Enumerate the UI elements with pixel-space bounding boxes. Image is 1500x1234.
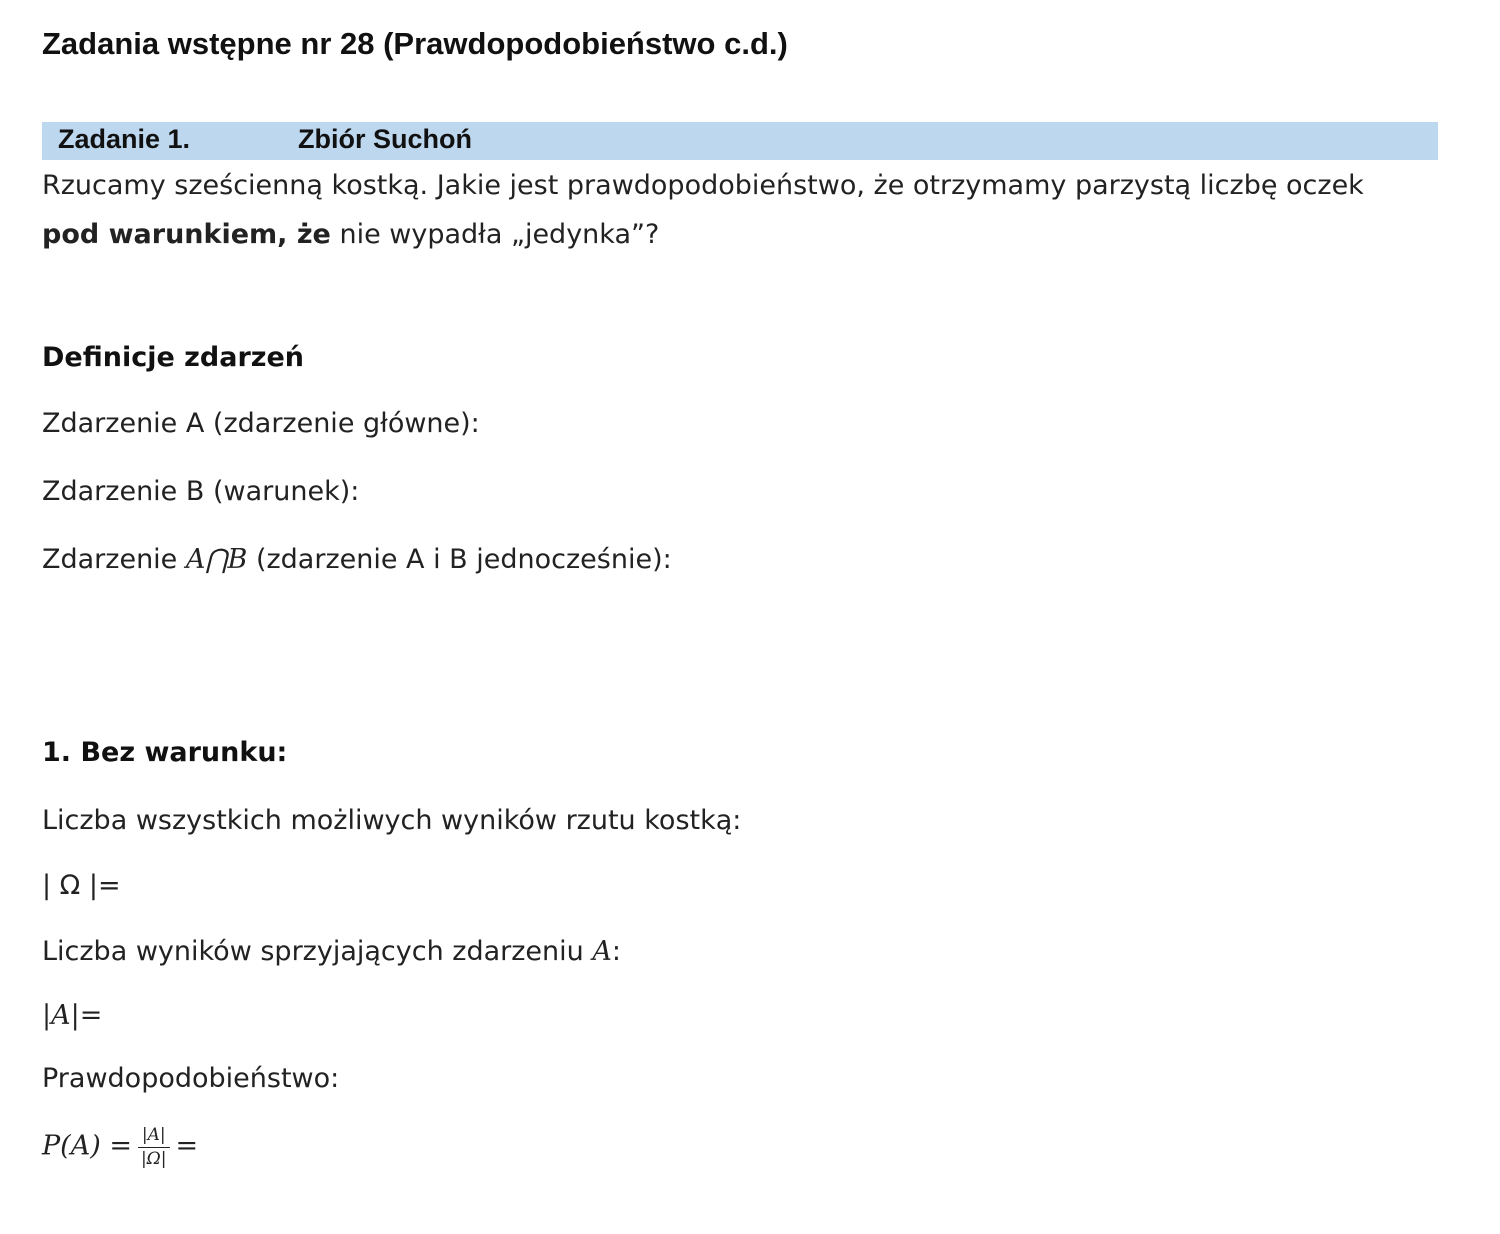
a-cardinality-line: |A|= <box>42 1000 103 1031</box>
probability-formula <box>42 1126 198 1168</box>
section1-heading: 1. Bez warunku: <box>42 737 288 768</box>
probability-label: Prawdopodobieństwo: <box>42 1063 340 1094</box>
event-a-symbol: A <box>592 936 612 967</box>
formula-rhs: = <box>175 1130 199 1162</box>
event-a-label: Zdarzenie A (zdarzenie główne): <box>42 408 480 439</box>
task-label: Zadanie 1. <box>58 124 191 154</box>
task-statement-rest: nie wypadła „jedynka”? <box>330 219 660 250</box>
favorable-outcomes-label <box>42 936 621 967</box>
intersection-symbol: A⋂B <box>185 544 248 575</box>
event-ab-prefix: Zdarzenie <box>42 544 186 575</box>
task-statement-line1: Rzucamy sześcienną kostką. Jakie jest prawdopodobieństwo, że otrzymamy parzystą liczbę oczek <box>42 170 1364 201</box>
formula-lhs: P(A) = <box>42 1130 132 1162</box>
event-b-label: Zdarzenie B (warunek): <box>42 476 360 507</box>
task-source: Zbiór Suchoń <box>298 124 472 154</box>
omega-line: | Ω |= <box>42 870 121 901</box>
task-statement-line2 <box>42 219 659 250</box>
event-ab-label <box>42 544 672 575</box>
fraction-denominator: |Ω| <box>140 1148 167 1169</box>
task-statement-emphasis: pod warunkiem, że <box>42 219 331 250</box>
formula-fraction <box>138 1126 170 1168</box>
task-header-bar <box>42 122 1438 160</box>
all-outcomes-label: Liczba wszystkich możliwych wyników rzutu kostką: <box>42 805 742 836</box>
document-title: Zadania wstępne nr 28 (Prawdopodobieństwo c.d.) <box>42 26 788 61</box>
definitions-heading: Definicje zdarzeń <box>42 342 305 373</box>
favorable-prefix: Liczba wyników sprzyjających zdarzeniu <box>42 936 593 967</box>
favorable-suffix: : <box>611 936 621 967</box>
event-ab-suffix: (zdarzenie A i B jednocześnie): <box>247 544 672 575</box>
fraction-numerator: |A| <box>138 1126 170 1148</box>
